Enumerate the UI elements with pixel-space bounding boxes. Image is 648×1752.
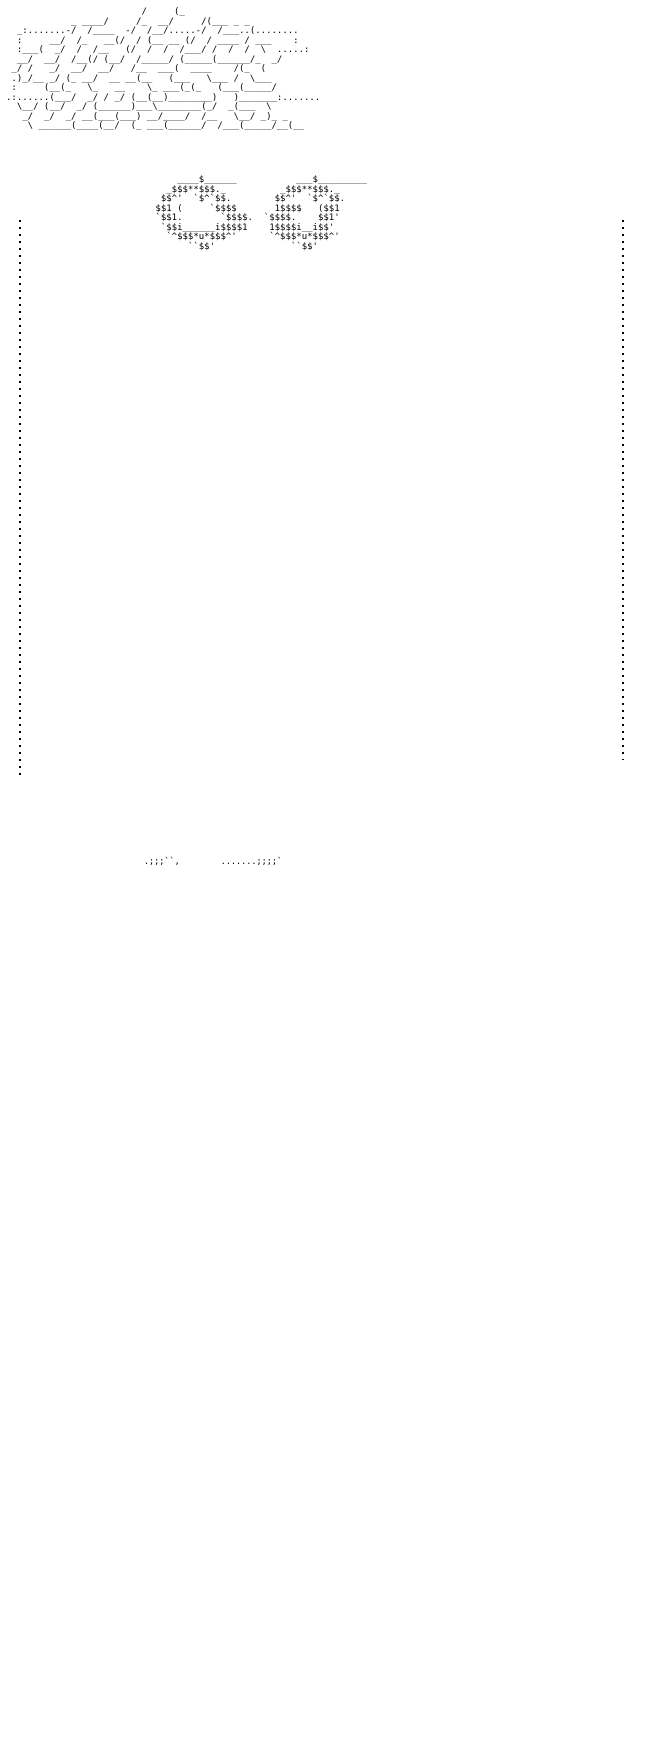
ascii-logo-dollars: ____$______ ___$_________ _$$$**$$$._ _$$$**$$$._ $$^' `$^`$$. $$^' `$^`$$. $$1 ( `$$$$ 1$$$$ ($$1 `$$1. `$$$$. `$$$$. $$1' `$$i______i$$$$1 1$$$$i__i$$' `^$$$*u*$$$^' `^$$$*u*$$$^' ``$$' ``$$' (155, 175, 367, 252)
ascii-monkey-art: .;;;``, .......;;;;` (16, 857, 283, 867)
left-border (19, 220, 21, 780)
right-border (622, 220, 624, 760)
ascii-logo-art: / (_ _ ____/ /_ __/ /(___ _ _ _:.......-/ /____ -/ /__/.....-/ /___..(........ : __/ /_ __(/ / (__ __ (/ / ____ / ___ : :___( _/ / /__ (/ / / /___/ / / / \ .....: __/ __/ /__(/ (__/ /_____/ (_____(______/_ _/ _/ / _/ __/ __/ /__ ___( ____ /(_ ( .)_/__ _/ (_ __/ __ __(__ (___ \___ / \___ : (__(_ \_ __ \_ ___(_(_ (___(_____/ .:......(___/ _/ / _/ (__(__)________) )_______:....... \__/ (__/ _/ (______)___\________(_/ _(___ \ _/ _/ _/ __(___(___) __/____/ /__ \__/ _)_ _ \ ______(____(__/ (_ ___(______/ /___(_____/__(__ (6, 7, 321, 131)
